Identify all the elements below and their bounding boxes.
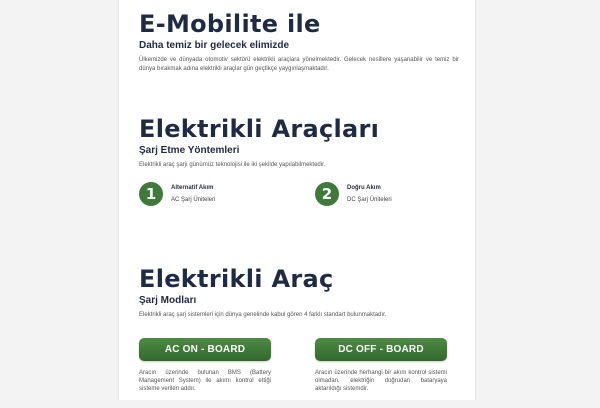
method-text	[347, 185, 392, 203]
method-subtitle: DC Şarj Üniteleri	[347, 197, 392, 203]
vehicles-text: Elektrikli araç şarjı günümüz teknolojisi ile iki şekilde yapılabilmektedir.	[139, 162, 326, 168]
vehicles-subtitle: Şarj Etme Yöntemleri	[139, 145, 240, 156]
emobilite-section	[139, 12, 459, 74]
mode-item-dc-offboard	[315, 338, 447, 393]
mode-description: Aracın üzerinde herhangi bir akım kontrol sistemi olmadan, elektriğin doğrudan bataryaya aktarıldığı sistemdir.	[315, 370, 447, 392]
modes-text: Elektrikli araç şarj sistemleri için dünya genelinde kabul gören 4 farklı standart bulunmaktadır.	[139, 312, 387, 318]
method-item-ac	[139, 182, 215, 206]
mode-description: Aracın üzerinde bulunan BMS (Battery Management System) ile akımı kontrol ettiği sisteme verilen addır.	[139, 370, 271, 392]
vehicles-title: Elektrikli Araçları	[139, 115, 380, 143]
method-subtitle: AC Şarj Üniteleri	[171, 197, 216, 203]
content-page	[118, 0, 476, 400]
charging-methods-list	[139, 182, 459, 214]
charging-methods-section	[139, 117, 459, 214]
method-title: Alternatif Akım	[171, 185, 214, 191]
mode-item-ac-onboard	[139, 338, 271, 393]
emobilite-subtitle: Daha temiz bir gelecek elimizde	[139, 40, 290, 51]
number-badge: 2	[315, 182, 339, 206]
method-item-dc	[315, 182, 392, 206]
charging-modes-list	[139, 338, 459, 408]
emobilite-title: E-Mobilite ile	[139, 10, 321, 38]
modes-title: Elektrikli Araç	[139, 265, 334, 293]
method-title: Doğru Akım	[347, 185, 381, 191]
emobilite-text: Ülkemizde ve dünyada otomotiv sektörü elektrikli araçlara yönelmektedir. Gelecek nesillere yaşanabilir ve temiz bir dünya bırakmak adına elektrikli araçlar gün geçtikçe yaygınlaşmaktadır.	[139, 57, 459, 72]
charging-modes-section	[139, 267, 459, 408]
method-text	[171, 185, 215, 203]
modes-subtitle: Şarj Modları	[139, 295, 197, 306]
ac-on-board-button[interactable]: AC ON - BOARD	[139, 338, 271, 361]
dc-off-board-button[interactable]: DC OFF - BOARD	[315, 338, 447, 361]
number-badge: 1	[139, 182, 163, 206]
